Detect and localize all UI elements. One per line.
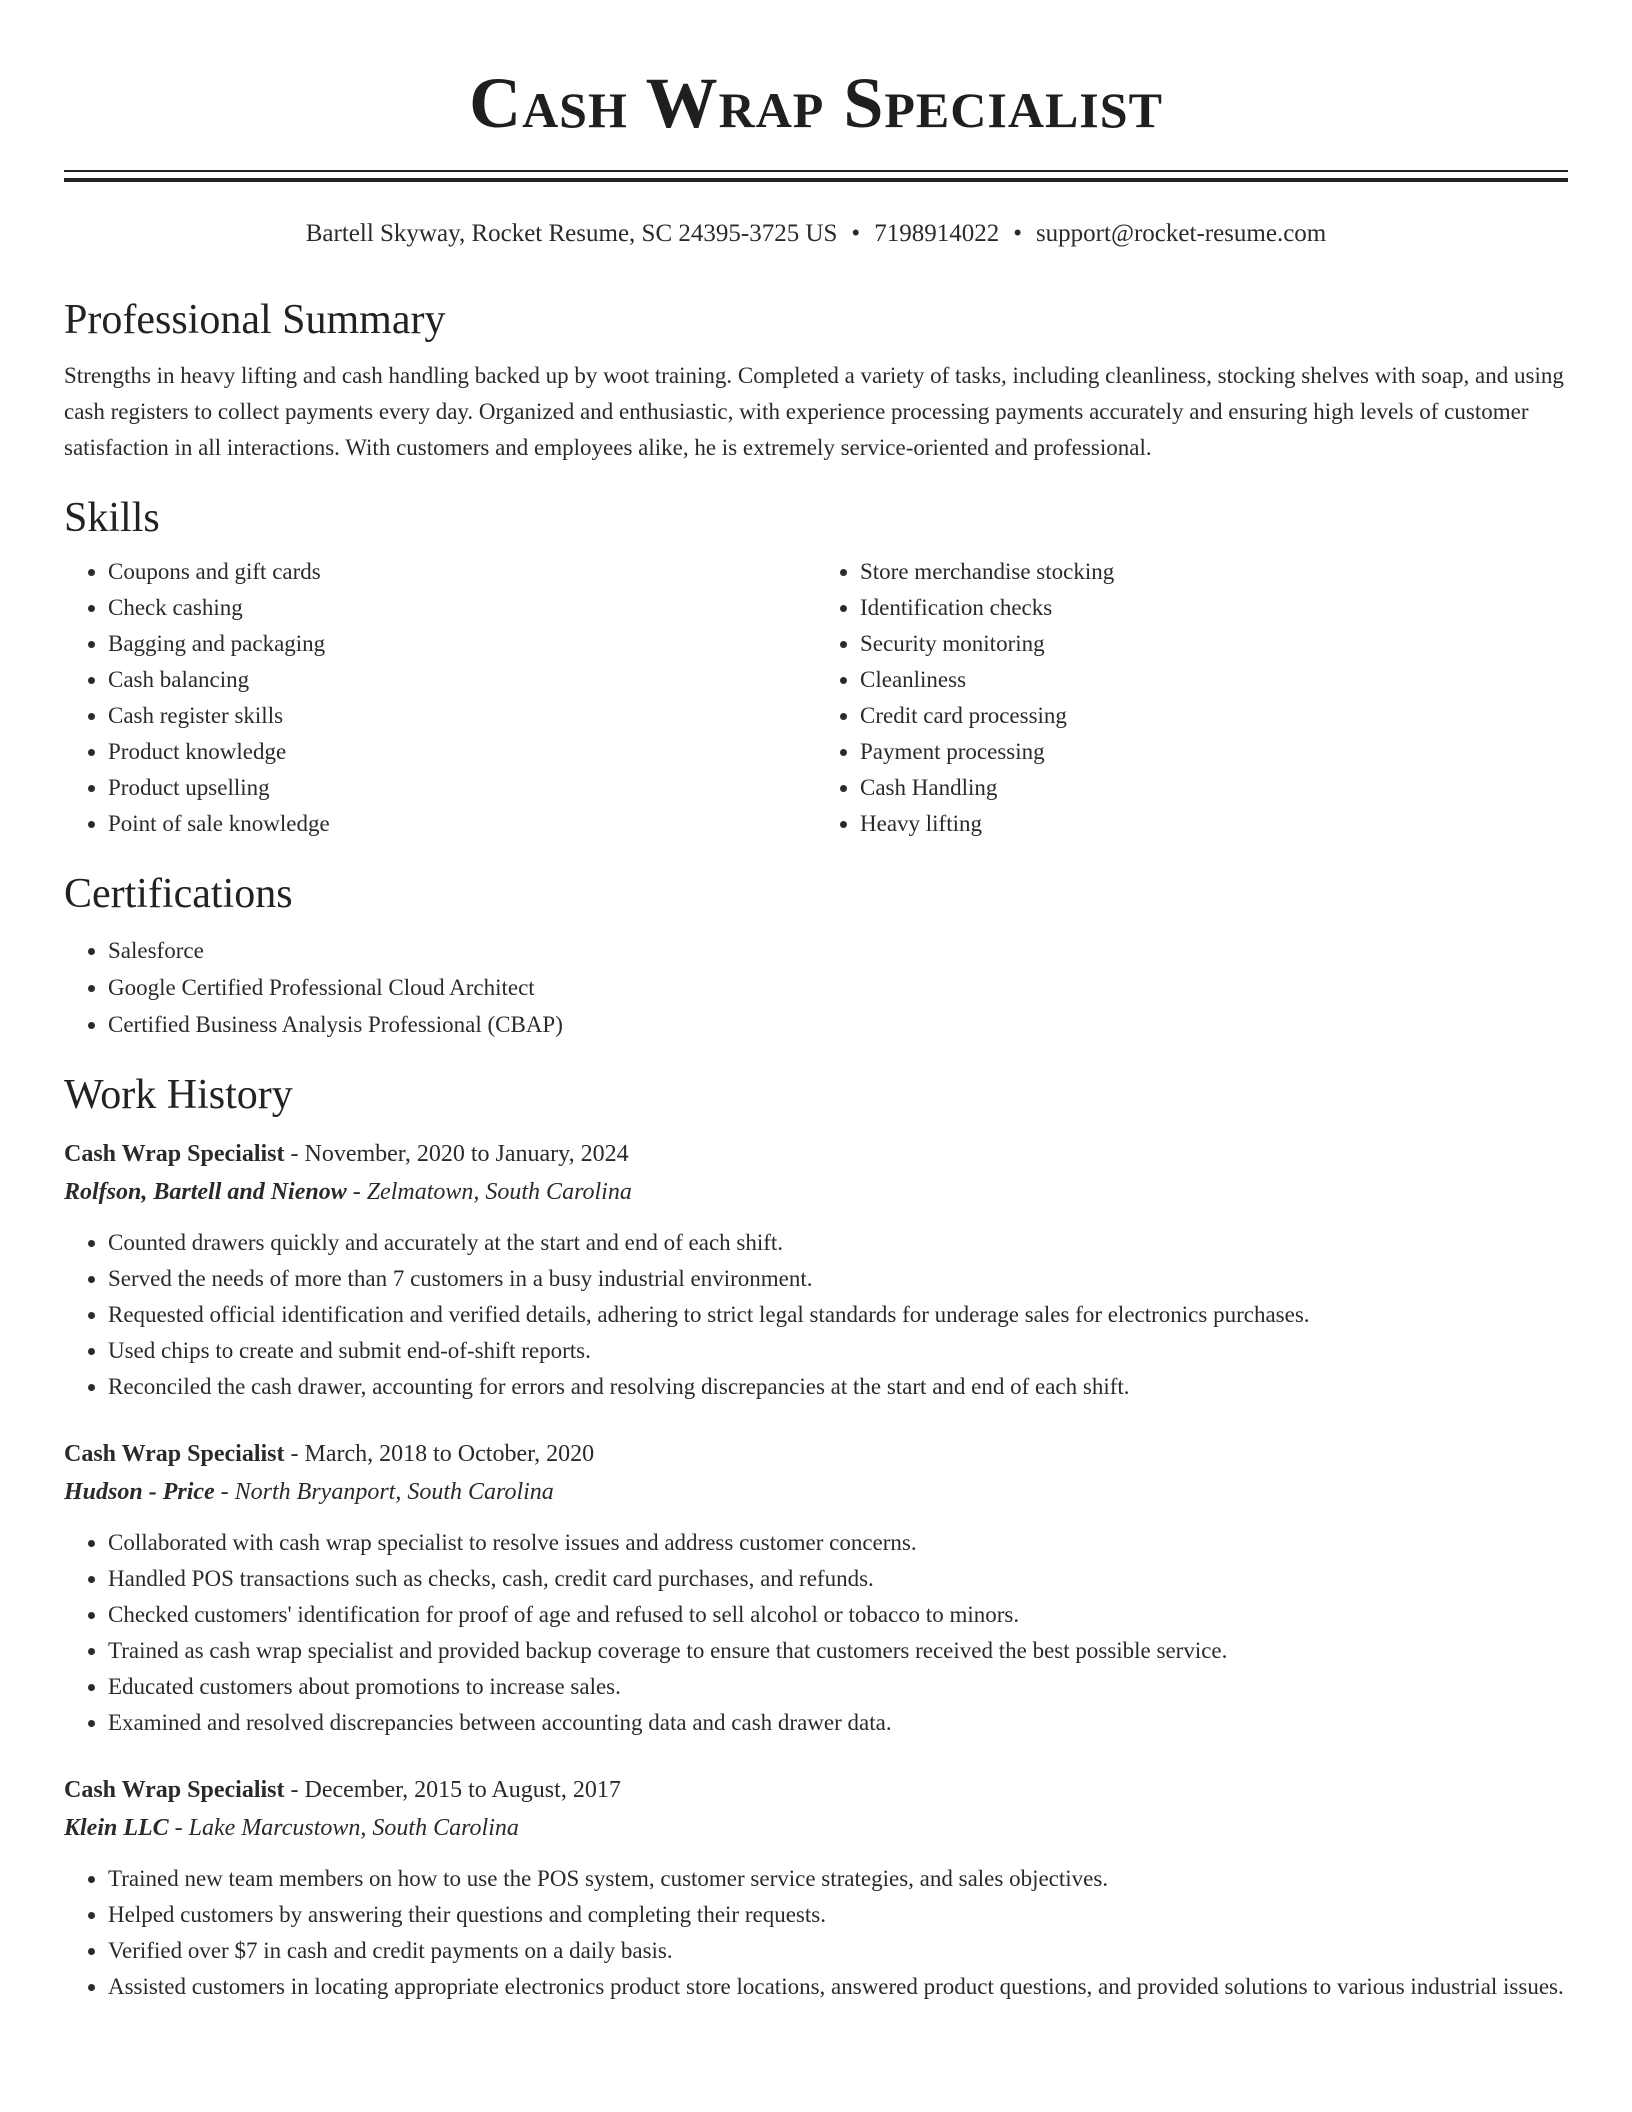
job-company-line: [64, 1173, 1568, 1211]
job-bullet: • Collaborated with cash wrap specialist to resolve issues and address customer concerns.: [108, 1525, 1568, 1561]
job-title: Cash Wrap Specialist: [64, 1777, 285, 1803]
job-entry: [64, 1135, 1568, 1405]
skill-item: • Payment processing: [860, 734, 1568, 770]
job-bullet: • Verified over $7 in cash and credit payments on a daily basis.: [108, 1933, 1568, 1969]
skill-item: • Store merchandise stocking: [860, 554, 1568, 590]
contact-phone: 7198914022: [874, 220, 1000, 247]
skill-item: • Cleanliness: [860, 662, 1568, 698]
job-bullet: • Handled POS transactions such as checks, cash, credit card purchases, and refunds.: [108, 1561, 1568, 1597]
certifications-heading: Certifications: [64, 871, 293, 917]
job-bullet: • Examined and resolved discrepancies between accounting data and cash drawer data.: [108, 1705, 1568, 1741]
skill-item: • Product knowledge: [108, 734, 816, 770]
skills-columns: [64, 554, 1568, 842]
job-bullets: [64, 1861, 1568, 2005]
contact-separator: •: [1013, 220, 1022, 247]
job-bullet: • Trained new team members on how to use the POS system, customer service strategies, and sales objectives.: [108, 1861, 1568, 1897]
skill-item: • Product upselling: [108, 770, 816, 806]
certification-item: • Salesforce: [108, 932, 1568, 969]
job-company-line: [64, 1473, 1568, 1511]
summary-heading: Professional Summary: [64, 297, 446, 343]
job-location: - North Bryanport, South Carolina: [214, 1479, 554, 1505]
skill-item: • Bagging and packaging: [108, 626, 816, 662]
job-bullet: • Checked customers' identification for proof of age and refused to sell alcohol or tobacco to minors.: [108, 1597, 1568, 1633]
job-bullet: • Used chips to create and submit end-of-shift reports.: [108, 1333, 1568, 1369]
job-entry: [64, 1771, 1568, 2005]
job-bullet: • Counted drawers quickly and accurately at the start and end of each shift.: [108, 1225, 1568, 1261]
skill-item: • Cash register skills: [108, 698, 816, 734]
skill-item: • Security monitoring: [860, 626, 1568, 662]
job-company-line: [64, 1809, 1568, 1847]
job-title-line: [64, 1435, 1568, 1473]
title-double-rule: [64, 170, 1568, 182]
job-entry: [64, 1435, 1568, 1741]
job-title: Cash Wrap Specialist: [64, 1141, 285, 1167]
job-bullet: • Requested official identification and verified details, adhering to strict legal standards for underage sales for electronics purchases.: [108, 1297, 1568, 1333]
job-bullets: [64, 1225, 1568, 1405]
job-dates: - March, 2018 to October, 2020: [284, 1441, 595, 1467]
job-location: - Zelmatown, South Carolina: [346, 1179, 632, 1205]
job-bullet: • Reconciled the cash drawer, accounting for errors and resolving discrepancies at the start and end of each shift.: [108, 1369, 1568, 1405]
page-title: Cash Wrap Specialist: [469, 63, 1163, 143]
skill-item: • Cash Handling: [860, 770, 1568, 806]
job-company: Hudson - Price: [64, 1479, 215, 1505]
contact-line: [64, 218, 1568, 250]
skill-item: • Coupons and gift cards: [108, 554, 816, 590]
job-bullet: • Served the needs of more than 7 customers in a busy industrial environment.: [108, 1261, 1568, 1297]
contact-separator: •: [851, 220, 861, 247]
job-title-line: [64, 1135, 1568, 1173]
skill-item: • Credit card processing: [860, 698, 1568, 734]
job-dates: - November, 2020 to January, 2024: [284, 1141, 629, 1167]
job-title-line: [64, 1771, 1568, 1809]
job-title: Cash Wrap Specialist: [64, 1441, 285, 1467]
summary-text: Strengths in heavy lifting and cash handling backed up by woot training. Completed a variety of tasks, including cleanliness, stocking shelves with soap, and using cash registers to collect payments every day. Organized and enthusiastic, with experience processing payments accurately and ensuring high levels of customer satisfaction in all interactions. With customers and employees alike, he is extremely service-oriented and professional.: [64, 363, 1564, 460]
skill-item: • Heavy lifting: [860, 806, 1568, 842]
certifications-list: [64, 932, 1568, 1043]
job-location: - Lake Marcustown, South Carolina: [168, 1815, 519, 1841]
skill-item: • Point of sale knowledge: [108, 806, 816, 842]
contact-address: Bartell Skyway, Rocket Resume, SC 24395-3725 US: [305, 220, 838, 247]
job-company: Rolfson, Bartell and Nienow: [64, 1179, 347, 1205]
certification-item: • Certified Business Analysis Professional (CBAP): [108, 1006, 1568, 1043]
job-bullet: • Trained as cash wrap specialist and provided backup coverage to ensure that customers received the best possible service.: [108, 1633, 1568, 1669]
certification-item: • Google Certified Professional Cloud Architect: [108, 969, 1568, 1006]
skill-item: • Cash balancing: [108, 662, 816, 698]
skills-list-left: [64, 554, 816, 842]
job-bullet: • Helped customers by answering their questions and completing their requests.: [108, 1897, 1568, 1933]
work-history-heading: Work History: [64, 1072, 293, 1118]
skill-item: • Identification checks: [860, 590, 1568, 626]
skills-heading: Skills: [64, 495, 160, 541]
job-bullet: • Assisted customers in locating appropriate electronics product store locations, answered product questions, and provided solutions to various industrial issues.: [108, 1969, 1568, 2005]
contact-email: support@rocket-resume.com: [1035, 220, 1327, 247]
job-bullet: • Educated customers about promotions to increase sales.: [108, 1669, 1568, 1705]
job-dates: - December, 2015 to August, 2017: [284, 1777, 621, 1803]
job-company: Klein LLC: [64, 1815, 169, 1841]
job-bullets: [64, 1525, 1568, 1741]
skill-item: • Check cashing: [108, 590, 816, 626]
skills-list-right: [816, 554, 1568, 842]
